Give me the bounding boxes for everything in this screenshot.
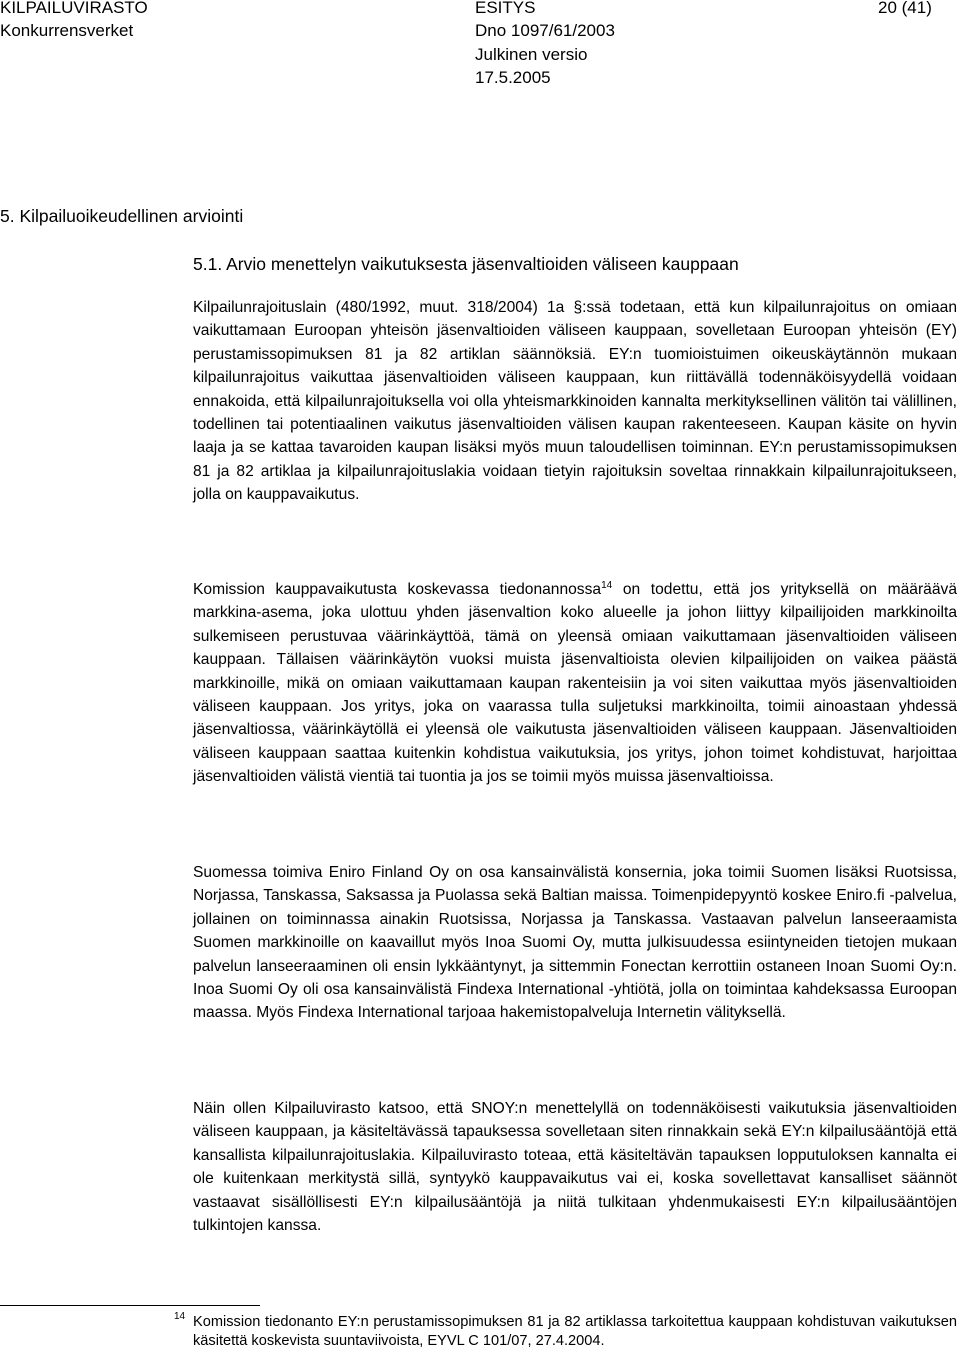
footnote-number: 14 <box>174 1311 186 1322</box>
document-type: ESITYS <box>475 0 536 17</box>
version-label: Julkinen versio <box>475 45 588 64</box>
paragraph-conclusion: Näin ollen Kilpailuvirasto katsoo, että SNOY:n menettelyllä on todennäköisesti vaikutuksia jäsenvaltioiden väliseen kauppaan, ja käsiteltävässä tapauksessa sovelletaan siten rinnakkain sekä EY:n kilpailusääntöjä että kansallista kilpailunrajoituslakia. Kilpailuvirasto toteaa, että käsiteltävän tapauksen lopputuloksen kannalta ei ole kuitenkaan merkitystä sillä, syntyykö kauppavaikutus vai ei, koska sovellettavat kansalliset säännöt vastaavat sisällöllisesti EY:n kilpailusääntöjä ja niitä tulkitaan yhdenmukaisesti EY:n kilpailusääntöjen tulkintojen kanssa. <box>193 1100 957 1235</box>
organization-name-sv: Konkurrensverket <box>0 21 134 40</box>
paragraph-commission-notice-rest: on todettu, että jos yrityksellä on määräävä markkina-asema, joka ulottuu yhden jäsenvaltion koko alueelle ja johon liittyy kilpailijoiden markkinoilta sulkemiseen perustuvaa väärinkäyttöä, tämä on yleensä omiaan vaikuttamaan jäsenvaltioiden väliseen kauppaan. Tällaisen väärinkäytön vuoksi muista jäsenvaltioista olevien kilpailijoiden on vaikea päästä markkinoille, mikä on omiaan vaikuttamaan kaupan rakenteisiin ja voi siten vaikuttaa myös jäsenvaltioiden väliseen kauppaan. Jos yritys, joka on vaarassa tulla suljetuksi markkinoilta, toimii ainoastaan yhdessä jäsenvaltiossa, väärinkäytöllä ei yleensä ole vaikutusta jäsenvaltioiden väliseen kauppaan. Jäsenvaltioiden väliseen kauppaan saattaa kuitenkin kohdistua vaikutuksia, jos yritys, johon toimet kohdistuvat, harjoittaa jäsenvaltioiden välistä vientiä tai tuontia ja jos se toimii myös muissa jäsenvaltioissa. <box>193 581 957 786</box>
document-number: Dno 1097/61/2003 <box>475 21 615 40</box>
document-date: 17.5.2005 <box>475 68 551 87</box>
footnote-divider <box>0 1305 260 1306</box>
paragraph-commission-notice-start: Komission kauppavaikutusta koskevassa tiedonannossa <box>193 581 602 598</box>
paragraph-eniro-group: Suomessa toimiva Eniro Finland Oy on osa kansainvälistä konsernia, joka toimii Suomen lisäksi Ruotsissa, Norjassa, Tanskassa, Saksassa ja Puolassa sekä Baltian maissa. Toimenpidepyyntö koskee Eniro.fi -palvelua, jollainen on toiminnassa ainakin Ruotsissa, Norjassa ja Tanskassa. Vastaavan palvelun lanseeraamista Suomen markkinoille on kaavaillut myös Inoa Suomi Oy, mutta julkisuudessa esiintyneiden tietojen mukaan palvelun lanseeraaminen oli ensin lykkääntynyt, ja sittemmin Fonectan kerrottiin ostaneen Inoan Suomi Oy:n. Inoa Suomi Oy oli osa kansainvälistä Findexa International -yhtiötä, jolla on toimintaa kahdeksassa Euroopan maassa. Myös Findexa International tarjoaa hakemistopalveluja Internetin välityksellä. <box>193 864 957 1022</box>
section-heading: 5. Kilpailuoikeudellinen arviointi <box>0 206 244 226</box>
page-number: 20 (41) <box>878 0 932 17</box>
subsection-heading: 5.1. Arvio menettelyn vaikutuksesta jäsenvaltioiden väliseen kauppaan <box>193 254 739 274</box>
paragraph-trade-effect-law: Kilpailunrajoituslain (480/1992, muut. 318/2004) 1a §:ssä todetaan, että kun kilpailunrajoitus on omiaan vaikuttamaan Euroopan yhteisön jäsenvaltioiden väliseen kauppaan, sovelletaan Euroopan yhteisön (EY) perustamissopimuksen 81 ja 82 artiklan säännöksiä. EY:n tuomioistuimen oikeuskäytännön mukaan kilpailunrajoitus vaikuttaa jäsenvaltioiden väliseen kauppaan, kun riittävällä todennäköisyydellä voidaan ennakoida, että kilpailunrajoituksella voi olla yhteismarkkinoiden kannalta merkityksellinen välitön tai välillinen, todellinen tai potentiaalinen vaikutus jäsenvaltioiden välisen kaupan rakenteeseen. Kaupan käsite on hyvin laaja ja se kattaa tavaroiden kaupan lisäksi myös muun taloudellisen toiminnan. EY:n perustamissopimuksen 81 ja 82 artiklaa ja kilpailunrajoituslakia voidaan tietyin rajoituksin soveltaa rinnakkain kilpailunrajoitukseen, jolla on kauppavaikutus. <box>193 299 957 504</box>
paragraph-commission-notice <box>193 578 957 789</box>
footnote-text: Komission tiedonanto EY:n perustamissopimuksen 81 ja 82 artiklassa tarkoitettua kauppaan kohdistuvan vaikutuksen käsitettä koskevista suuntaviivoista, EYVL C 101/07, 27.4.2004. <box>193 1314 957 1349</box>
organization-name-fi: KILPAILUVIRASTO <box>0 0 148 17</box>
footnote-reference[interactable]: 14 <box>601 579 613 591</box>
